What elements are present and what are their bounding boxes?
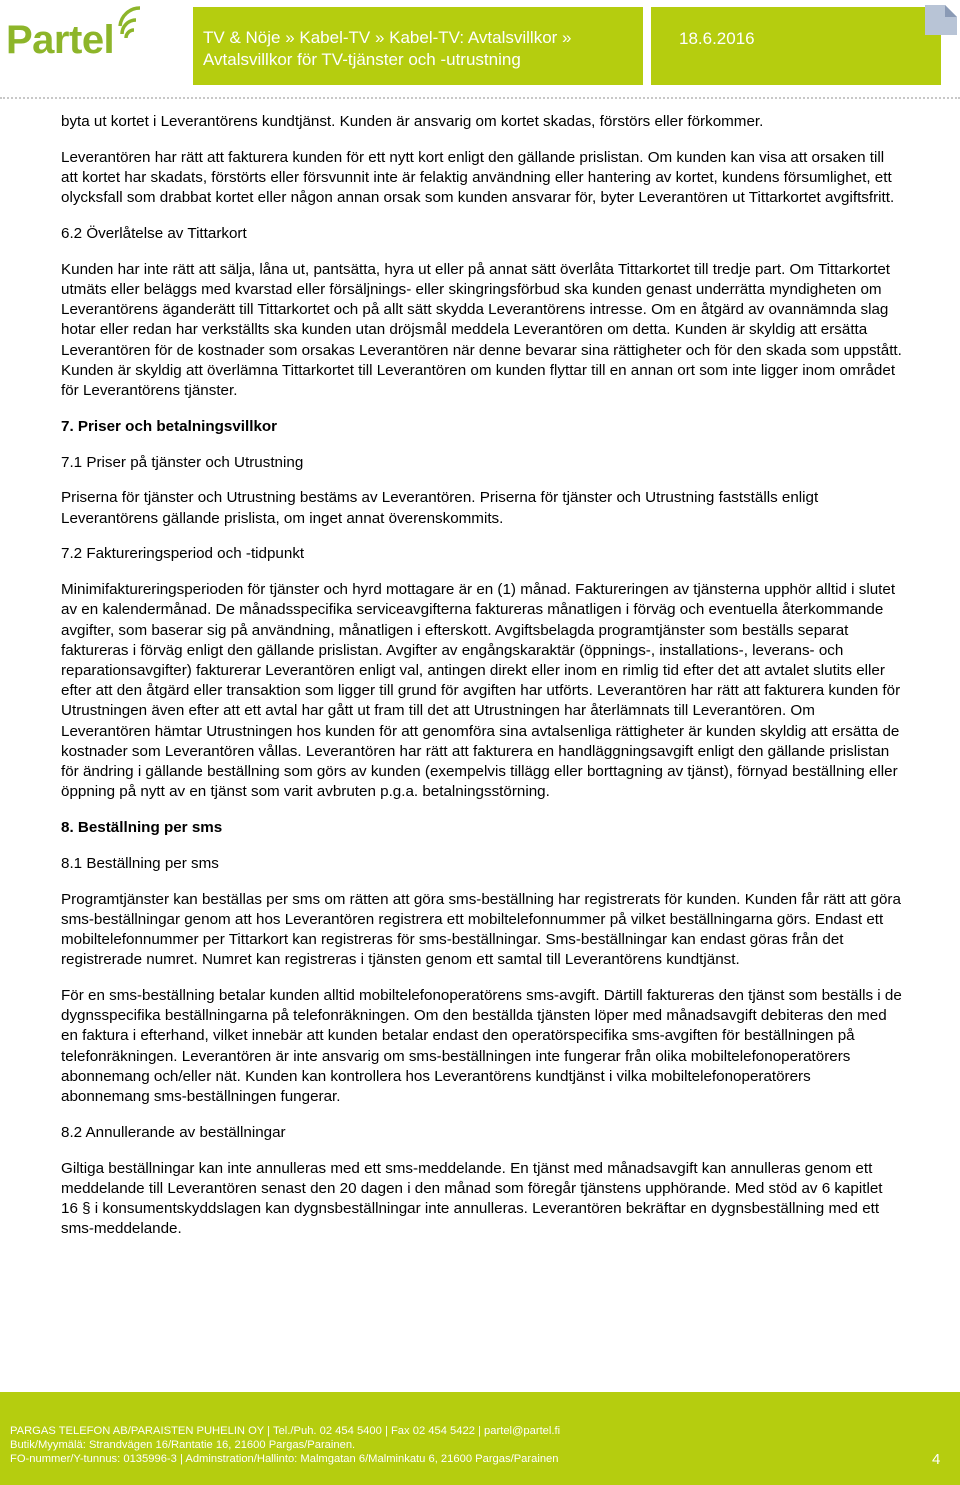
paragraph: Programtjänster kan beställas per sms om rätten att göra sms-beställning har registrerats för kunden. Kunden får rätt att göra sms-beställningar genom att hos Leverantören registrera ett mobiltelefonnummer på vilket beställningarna görs. Endast ett mobiltelefonnummer per Tittarkort kan registreras för sms-beställningar. Sms-beställningar kan endast göras från det registrerade numret. Numret kan registreras i tjänsten genom ett samtal till Leverantörens kundtjänst. bbox=[61, 890, 901, 969]
logo-wordmark: Partel bbox=[6, 18, 115, 62]
section-heading-6-2: 6.2 Överlåtelse av Tittarkort bbox=[61, 225, 247, 242]
paragraph: Minimifaktureringsperioden för tjänster och hyrd mottagare är en (1) månad. Faktureringen av tjänsterna upphör alltid i slutet av en kalendermånad. De månadsspecifika serviceavgifterna faktureras månatligen i förväg och eventuella återkommande avgifter, som baserar sig på användning, månatligen i efterskott. Avgiftsbelagda programtjänster som beställs separat faktureras i förväg enligt den gällande prislistan. Avgifter av engångskaraktär (öppnings-, installations-, leverans- och reparationsavgifter) fakturerar Leverantören enligt val, antingen direkt eller inom en rimlig tid efter det att avtalet slutits eller efter att den åtgärd eller transaktion som ligger till grund för avgiften har utförts. Leverantören har rätt att fakturera kunden för Utrustningen även efter att ett avtal har gått ut fram till det att Utrustningen har återlämnats till Leverantören. Om Leverantören hämtar Utrustningen hos kunden för att genomföra sina avtalsenliga rättigheter är kunden skyldig att ersätta de kostnader som Leverantören vållas. Leverantören har rätt att fakturera en handläggningsavgift enligt den gällande prislistan för ändring i gällande beställning som görs av kunden (exempelvis tillägg eller borttagning av tjänst), förnyad beställning eller öppning på nytt av en tjänst som varit avbruten p.g.a. betalningsstörning. bbox=[61, 581, 901, 801]
document-body bbox=[61, 112, 903, 1239]
partel-logo[interactable] bbox=[0, 0, 185, 88]
page-number: 4 bbox=[932, 1451, 941, 1468]
page-footer bbox=[0, 1392, 960, 1485]
section-heading-7-2: 7.2 Faktureringsperiod och -tidpunkt bbox=[61, 545, 305, 563]
signal-waves-icon bbox=[116, 4, 156, 40]
section-heading-8: 8. Beställning per sms bbox=[61, 819, 223, 837]
breadcrumb bbox=[193, 7, 643, 85]
header-divider bbox=[0, 97, 960, 99]
section-heading-8-2: 8.2 Annullerande av beställningar bbox=[61, 1123, 286, 1141]
footer-address: Butik/Myymälä: Strandvägen 16/Rantatie 16, 21600 Pargas/Parainen. bbox=[10, 1439, 356, 1451]
footer-company-id: FO-nummer/Y-tunnus: 0135996-3 | Adminstration/Hallinto: Malmgatan 6/Malminkatu 6, 21600 Pargas/Parainen bbox=[10, 1453, 559, 1465]
paragraph: Leverantören har rätt att fakturera kunden för ett nytt kort enligt den gällande prislistan. Om kunden kan visa att orsaken till att kortet har skadats, förstörts eller försvunnit inte är felaktig användning eller hantering av kortet, kundens försumlighet, ett olycksfall som drabbat kortet eller någon annan orsak som kunden ansvarar för, byter Leverantören ut Tittarkortet avgiftsfritt. bbox=[61, 148, 895, 207]
section-heading-8-1: 8.1 Beställning per sms bbox=[61, 854, 219, 872]
document-date: 18.6.2016 bbox=[679, 29, 755, 48]
paragraph: För en sms-beställning betalar kunden alltid mobiltelefonoperatörens sms-avgift. Därtill faktureras den tjänst som beställs i de dygnsspecifika beställningarna på telefonräkningen. Om den beställda tjänsten löper med månadsavgift debiteras den med en faktura i efterhand, vilket innebär att kunden betalar endast den operatörspecifika sms-avgiften för beställningen på telefonräkningen. Leverantören är inte ansvarig om sms-beställningen inte fungerar från olika mobiltelefonoperatörers abonnemang och/eller nät. Kunden kan kontrollera hos Leverantörens kundtjänst i vilka mobiltelefonoperatörers abonnemang sms-beställningen fungerar. bbox=[61, 987, 902, 1106]
footer-contact: PARGAS TELEFON AB/PARAISTEN PUHELIN OY | Tel./Puh. 02 454 5400 | Fax 02 454 5422 | partel@partel.fi bbox=[10, 1425, 561, 1437]
breadcrumb-current: Avtalsvillkor för TV-tjänster och -utrustning bbox=[203, 50, 521, 69]
section-heading-7-1: 7.1 Priser på tjänster och Utrustning bbox=[61, 453, 304, 471]
paragraph: Giltiga beställningar kan inte annulleras med ett sms-meddelande. En tjänst med månadsavgift kan annulleras genom ett meddelande till Leverantören senast den 20 dagen i den månad som föregår tjänstens upphörande. Med stöd av 6 kapitlet 16 § i konsumentskyddslagen kan dygnsbeställningar inte annulleras. Leverantören bekräftar en dygnsbeställning med ett sms-meddelande. bbox=[61, 1159, 883, 1238]
breadcrumb-path[interactable]: TV & Nöje » Kabel-TV » Kabel-TV: Avtalsvillkor » bbox=[203, 28, 572, 47]
section-heading-7: 7. Priser och betalningsvillkor bbox=[61, 417, 278, 435]
date-panel bbox=[651, 7, 941, 85]
paragraph: Priserna för tjänster och Utrustning bestäms av Leverantören. Priserna för tjänster och Utrustning fastställs enligt Leverantörens gällande prislista, om inget annat överenskommits. bbox=[61, 489, 819, 527]
page-corner-icon bbox=[925, 5, 957, 35]
paragraph: byta ut kortet i Leverantörens kundtjänst. Kunden är ansvarig om kortet skadas, förstörs eller förkommer. bbox=[61, 113, 764, 130]
page-header bbox=[0, 0, 960, 90]
paragraph: Kunden har inte rätt att sälja, låna ut, pantsätta, hyra ut eller på annat sätt överlåta Tittarkortet till tredje part. Om Tittarkortet utmäts eller beläggs med kvarstad eller försäljnings- eller skingringsförbud ska kunden genast underrätta myndigheten om Leverantörens äganderätt till Tittarkortet och på allt sätt skydda Leverantörens intresse. Om en åtgärd av ovannämnda slag hotar eller redan har verkställts ska kunden utan dröjsmål meddela Leverantören om detta. Kunden är skyldig att ersätta Leverantören för de kostnader som orsakas Leverantören när denne bevarar sina rättigheter och för den skada som uppstått. Kunden är skyldig att överlämna Tittarkortet till Leverantören om kunden flyttar till en annan ort som inte ligger inom området för Leverantörens tjänster. bbox=[61, 260, 902, 400]
